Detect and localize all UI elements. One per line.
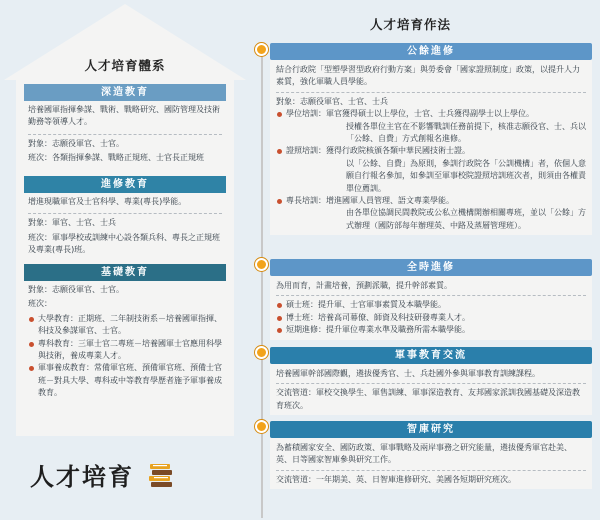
divider: [28, 134, 222, 135]
list-item: 專科教育：三軍士官二專班－培養國軍士官應用科學與技術，養成專業人才。: [28, 338, 222, 363]
timeline-knob-icon: [255, 43, 268, 56]
bullet-dot-icon: [277, 303, 282, 308]
section-advanced-study: [24, 84, 226, 167]
section-text: 為用而育，計畫培養，預劃派職，提升幹部素質。: [276, 281, 452, 290]
list-item: 短期進修：提升軍位專業水準及職務所需本職學能。: [276, 324, 586, 336]
section-off-duty-study: [270, 43, 592, 235]
personnel-system-panel: [0, 0, 250, 520]
footer-title: 人才培育: [30, 462, 134, 491]
section-target: 對象：志願役軍官、士官。: [28, 138, 124, 148]
list-item: 博士班：培養高司幕僚、師資及科技研發專業人才。: [276, 312, 586, 324]
list-item: 學位培訓：軍官獲得碩士以上學位，士官、士兵獲得副學士以上學位。: [276, 108, 586, 120]
section-text: 為蓄積國家安全、國防政策、軍事戰略及兩岸事務之研究能量，遴拔優秀軍官赴美、英、日等國家智庫參與研究工作。: [276, 443, 572, 465]
section-think-tank: [270, 421, 592, 489]
list-item: 證照培訓：獲得行政院核頒各類中華民國技術士證。: [276, 145, 586, 157]
section-text: 結合行政院「型塑學習型政府行動方案」與勞委會「國家證照制度」政策，以提升人力素質，強化軍職人員學能。: [276, 65, 580, 87]
list-item: 碩士班：提升軍、士官軍事素質及本職學能。: [276, 299, 586, 311]
divider: [28, 213, 222, 214]
divider: [276, 383, 586, 384]
section-target: 對象：志願役軍官、士官、士兵: [276, 96, 388, 106]
bullet-dot-icon: [277, 199, 282, 204]
section-channel: 交流管道：軍校交換學生、軍售訓練、軍事深造教育、友邦國家派訓我國基礎及深造教育班次。: [276, 388, 580, 410]
list-item: 大學教育：正期班、二年制技術系－培養國軍指揮、科技及參謀軍官、士官。: [28, 313, 222, 338]
section-heading: 深造教育: [24, 84, 226, 101]
books-icon: [148, 460, 174, 488]
list-item-detail: 授權各單位主官在不影響戰訓任務前提下，核准志願役官、士、兵以「公餘、自費」方式創報名進修。: [346, 121, 586, 143]
section-text: 增進現職軍官及士官科學、專業(專長)學能。: [28, 197, 187, 206]
timeline-knob-icon: [255, 420, 268, 433]
bullet-dot-icon: [277, 328, 282, 333]
divider: [276, 92, 586, 93]
section-heading: 進修教育: [24, 176, 226, 193]
section-text: 培養國軍指揮參謀、戰術、戰略研究、國防管理及技術勤務等領導人才。: [28, 105, 220, 127]
bullet-dot-icon: [277, 316, 282, 321]
timeline-line: [261, 48, 263, 518]
section-heading: 全時進修: [270, 259, 592, 276]
bullet-dot-icon: [29, 342, 34, 347]
list-item: 專長培訓：增進國軍人員管理、語文專業學能。: [276, 195, 586, 207]
section-classes: 班次：軍事學校或訓練中心設各類兵科、專長之正規班及專業(專長)班。: [28, 232, 220, 255]
section-classes: 班次：各類指揮參謀、戰略正規班、士官長正規班: [28, 153, 204, 163]
list-item: 軍事養成教育：常備軍官班、預備軍官班、預備士官班－對具大學、專科或中等教育學歷者施予軍事養成教育。: [28, 362, 222, 399]
timeline-knob-icon: [255, 346, 268, 359]
timeline-knob-icon: [255, 258, 268, 271]
list-item-detail: 由各單位協調民間教院或公私立機構開辦相關專班，並以「公餘」方式辦理（國防部每年辦理英、中路及蒸層管理班）。: [346, 208, 586, 230]
left-title: 人才培育體系: [84, 58, 166, 73]
section-further-study: [24, 176, 226, 259]
bullet-dot-icon: [277, 149, 282, 154]
section-full-time-study: [270, 259, 592, 340]
bullet-dot-icon: [29, 317, 34, 322]
bullet-dot-icon: [277, 112, 282, 117]
section-heading: 基礎教育: [24, 264, 226, 281]
section-military-exchange: [270, 347, 592, 415]
right-title: 人才培育作法: [370, 17, 452, 32]
divider: [276, 295, 586, 296]
section-heading: 智庫研究: [270, 421, 592, 438]
bullet-dot-icon: [29, 366, 34, 371]
section-heading: 公餘進修: [270, 43, 592, 60]
list-item-detail: 以「公餘、自費」為原則，參訓行政院各「公訓機構」者，依個人意願自行報名參加，如參訓至軍事校院證照培訓班次者，則須由各權責單位薦訓。: [346, 158, 586, 193]
section-basic-education: [24, 264, 226, 402]
section-target: 對象：志願役軍官、士官。: [28, 285, 124, 294]
divider: [276, 470, 586, 471]
section-text: 培養國軍幹部國際觀，遴拔優秀官、士、兵赴國外參與軍事教育訓練課程。: [276, 369, 540, 378]
section-heading: 軍事教育交流: [270, 347, 592, 364]
section-target: 對象：軍官、士官、士兵: [28, 218, 116, 228]
section-channel: 交流管道：一年期美、英、日智庫進修研究、美國各短期研究班次。: [276, 474, 516, 484]
section-classes-label: 班次：: [28, 299, 52, 309]
